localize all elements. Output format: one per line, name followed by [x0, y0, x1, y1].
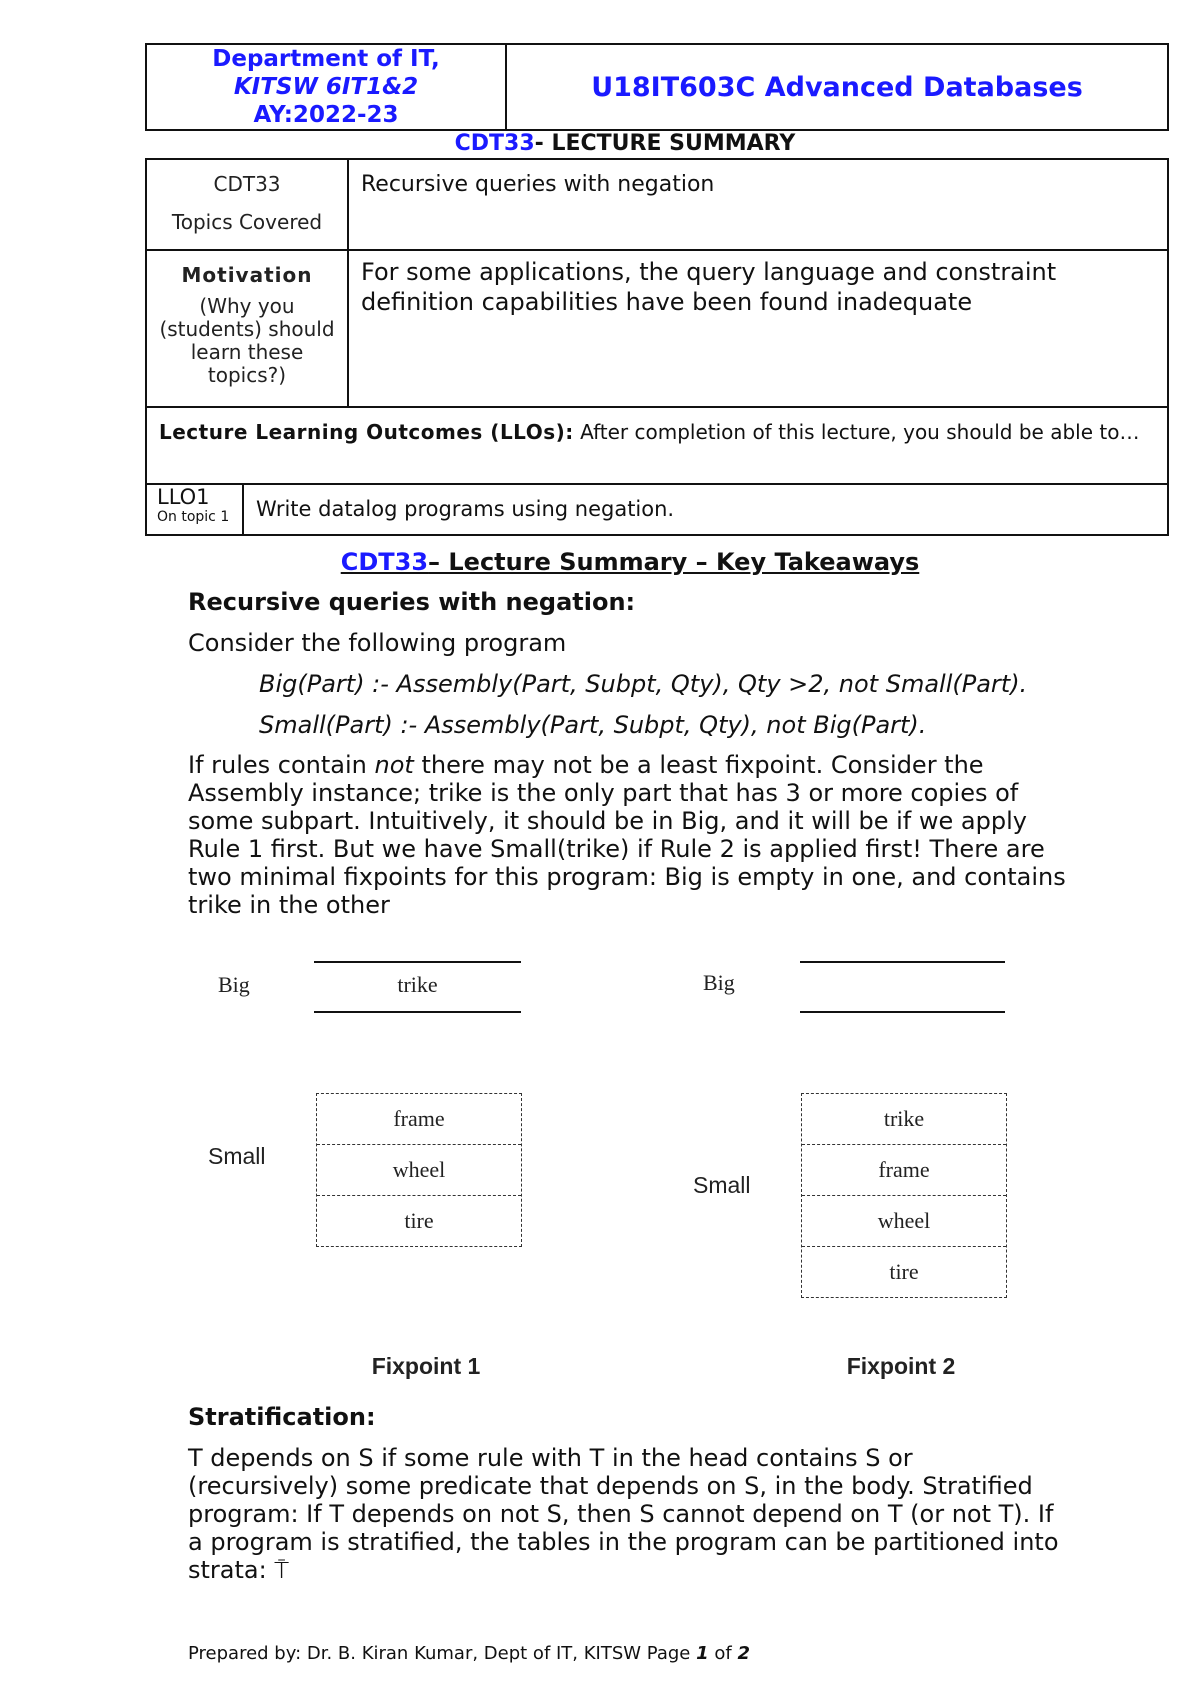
- page-total: 2: [737, 1643, 750, 1664]
- small-row: frame: [802, 1145, 1006, 1196]
- llo-topic: On topic 1: [157, 509, 230, 525]
- topics-value: Recursive queries with negation: [348, 159, 1168, 250]
- topics-label-cell: [146, 159, 348, 250]
- motivation-value: For some applications, the query language and constraint definition capabilities have been found inadequate: [348, 250, 1168, 407]
- small-row: tire: [404, 1208, 434, 1233]
- footer: [188, 1643, 750, 1664]
- footer-of: of: [708, 1643, 738, 1664]
- llo1-id-cell: [147, 485, 244, 534]
- department-cell: [146, 44, 506, 130]
- big-table-bottom-line: [800, 1011, 1005, 1013]
- rule-2: Small(Part) :- Assembly(Part, Subpt, Qty), not Big(Part).: [259, 711, 927, 739]
- summary-rest: - LECTURE SUMMARY: [534, 131, 796, 156]
- stratification-body: T depends on S if some rule with T in the head contains S or (recursively) some predicate that depends on S, in the body. Stratified program: If T depends on not S, then S cannot depend on T (or not T). If a program is stratified, the tables in the program can be partitioned into strata:: [188, 1444, 1059, 1584]
- section-heading: Recursive queries with negation:: [188, 588, 636, 616]
- small-row: frame: [317, 1094, 521, 1145]
- course-title: U18IT603C Advanced Databases: [506, 44, 1168, 130]
- big-table-bottom-line: [314, 1011, 521, 1013]
- motivation-label-cell: [146, 250, 348, 407]
- llo1-row: [146, 484, 1168, 535]
- small-row: wheel: [802, 1196, 1006, 1247]
- small-label-2: Small: [693, 1172, 751, 1198]
- para-part: If rules contain: [188, 751, 375, 779]
- big-label-1: Big: [218, 972, 250, 997]
- summary-code: CDT33: [454, 131, 535, 156]
- llo-id: LLO1: [157, 485, 210, 509]
- topic-code: CDT33: [213, 172, 281, 196]
- dept-line: KITSW 6IT1&2: [233, 74, 419, 100]
- page-number: 1: [696, 1643, 709, 1664]
- header-table: [145, 43, 1169, 131]
- big-table-top-line: [314, 961, 521, 963]
- summary-table: [145, 158, 1169, 536]
- fixpoint-paragraph: [188, 751, 1068, 919]
- intro-text: Consider the following program: [188, 629, 567, 657]
- small-row: trike: [802, 1094, 1006, 1145]
- small-label-1: Small: [208, 1143, 266, 1169]
- llo-intro: [146, 407, 1168, 484]
- llo1-value: Write datalog programs using negation.: [256, 497, 675, 521]
- topics-covered-label: Topics Covered: [171, 210, 323, 234]
- key-takeaways-title: [0, 548, 1200, 576]
- fixpoint-2-caption: Fixpoint 2: [846, 1353, 956, 1379]
- lecture-summary-title: [0, 131, 1200, 156]
- para-emphasis: not: [374, 751, 414, 779]
- dept-line: Department of IT,: [212, 46, 440, 72]
- takeaways-rest: – Lecture Summary – Key Takeaways: [428, 548, 920, 576]
- small-table-1: [316, 1093, 522, 1247]
- takeaways-code: CDT33: [340, 548, 429, 576]
- small-table-2: [801, 1093, 1007, 1298]
- dept-line: AY:2022-23: [253, 102, 399, 128]
- motivation-sub: (Why you (students) should learn these topics?): [159, 294, 335, 387]
- para-part: there may not be a least fixpoint. Consider the Assembly instance; trike is the only part that has 3 or more copies of some subpart. Intuitively, it should be in Big, and it will be if we apply Rule 1 first. But we have Small(trike) if Rule 2 is applied first! There are two minimal fixpoints for this program: Big is empty in one, and contains trike in the other: [188, 751, 1066, 919]
- big-value: trike: [397, 972, 438, 997]
- big-table-top-line: [800, 961, 1005, 963]
- footer-prepared: Prepared by: Dr. B. Kiran Kumar, Dept of IT, KITSW Page: [188, 1643, 697, 1664]
- fixpoint-1-caption: Fixpoint 1: [371, 1353, 481, 1379]
- small-row: tire: [889, 1259, 919, 1284]
- llo-heading: Lecture Learning Outcomes (LLOs):: [159, 420, 574, 444]
- strata-symbol: ⍑: [274, 1556, 289, 1584]
- stratification-text: [188, 1444, 1068, 1584]
- motivation-label: Motivation: [181, 263, 313, 287]
- rule-1: Big(Part) :- Assembly(Part, Subpt, Qty), Qty >2, not Small(Part).: [259, 670, 1028, 698]
- llo-text: After completion of this lecture, you should be able to…: [573, 420, 1140, 444]
- small-row: wheel: [317, 1145, 521, 1196]
- stratification-heading: Stratification:: [188, 1403, 376, 1431]
- big-label-2: Big: [703, 970, 735, 995]
